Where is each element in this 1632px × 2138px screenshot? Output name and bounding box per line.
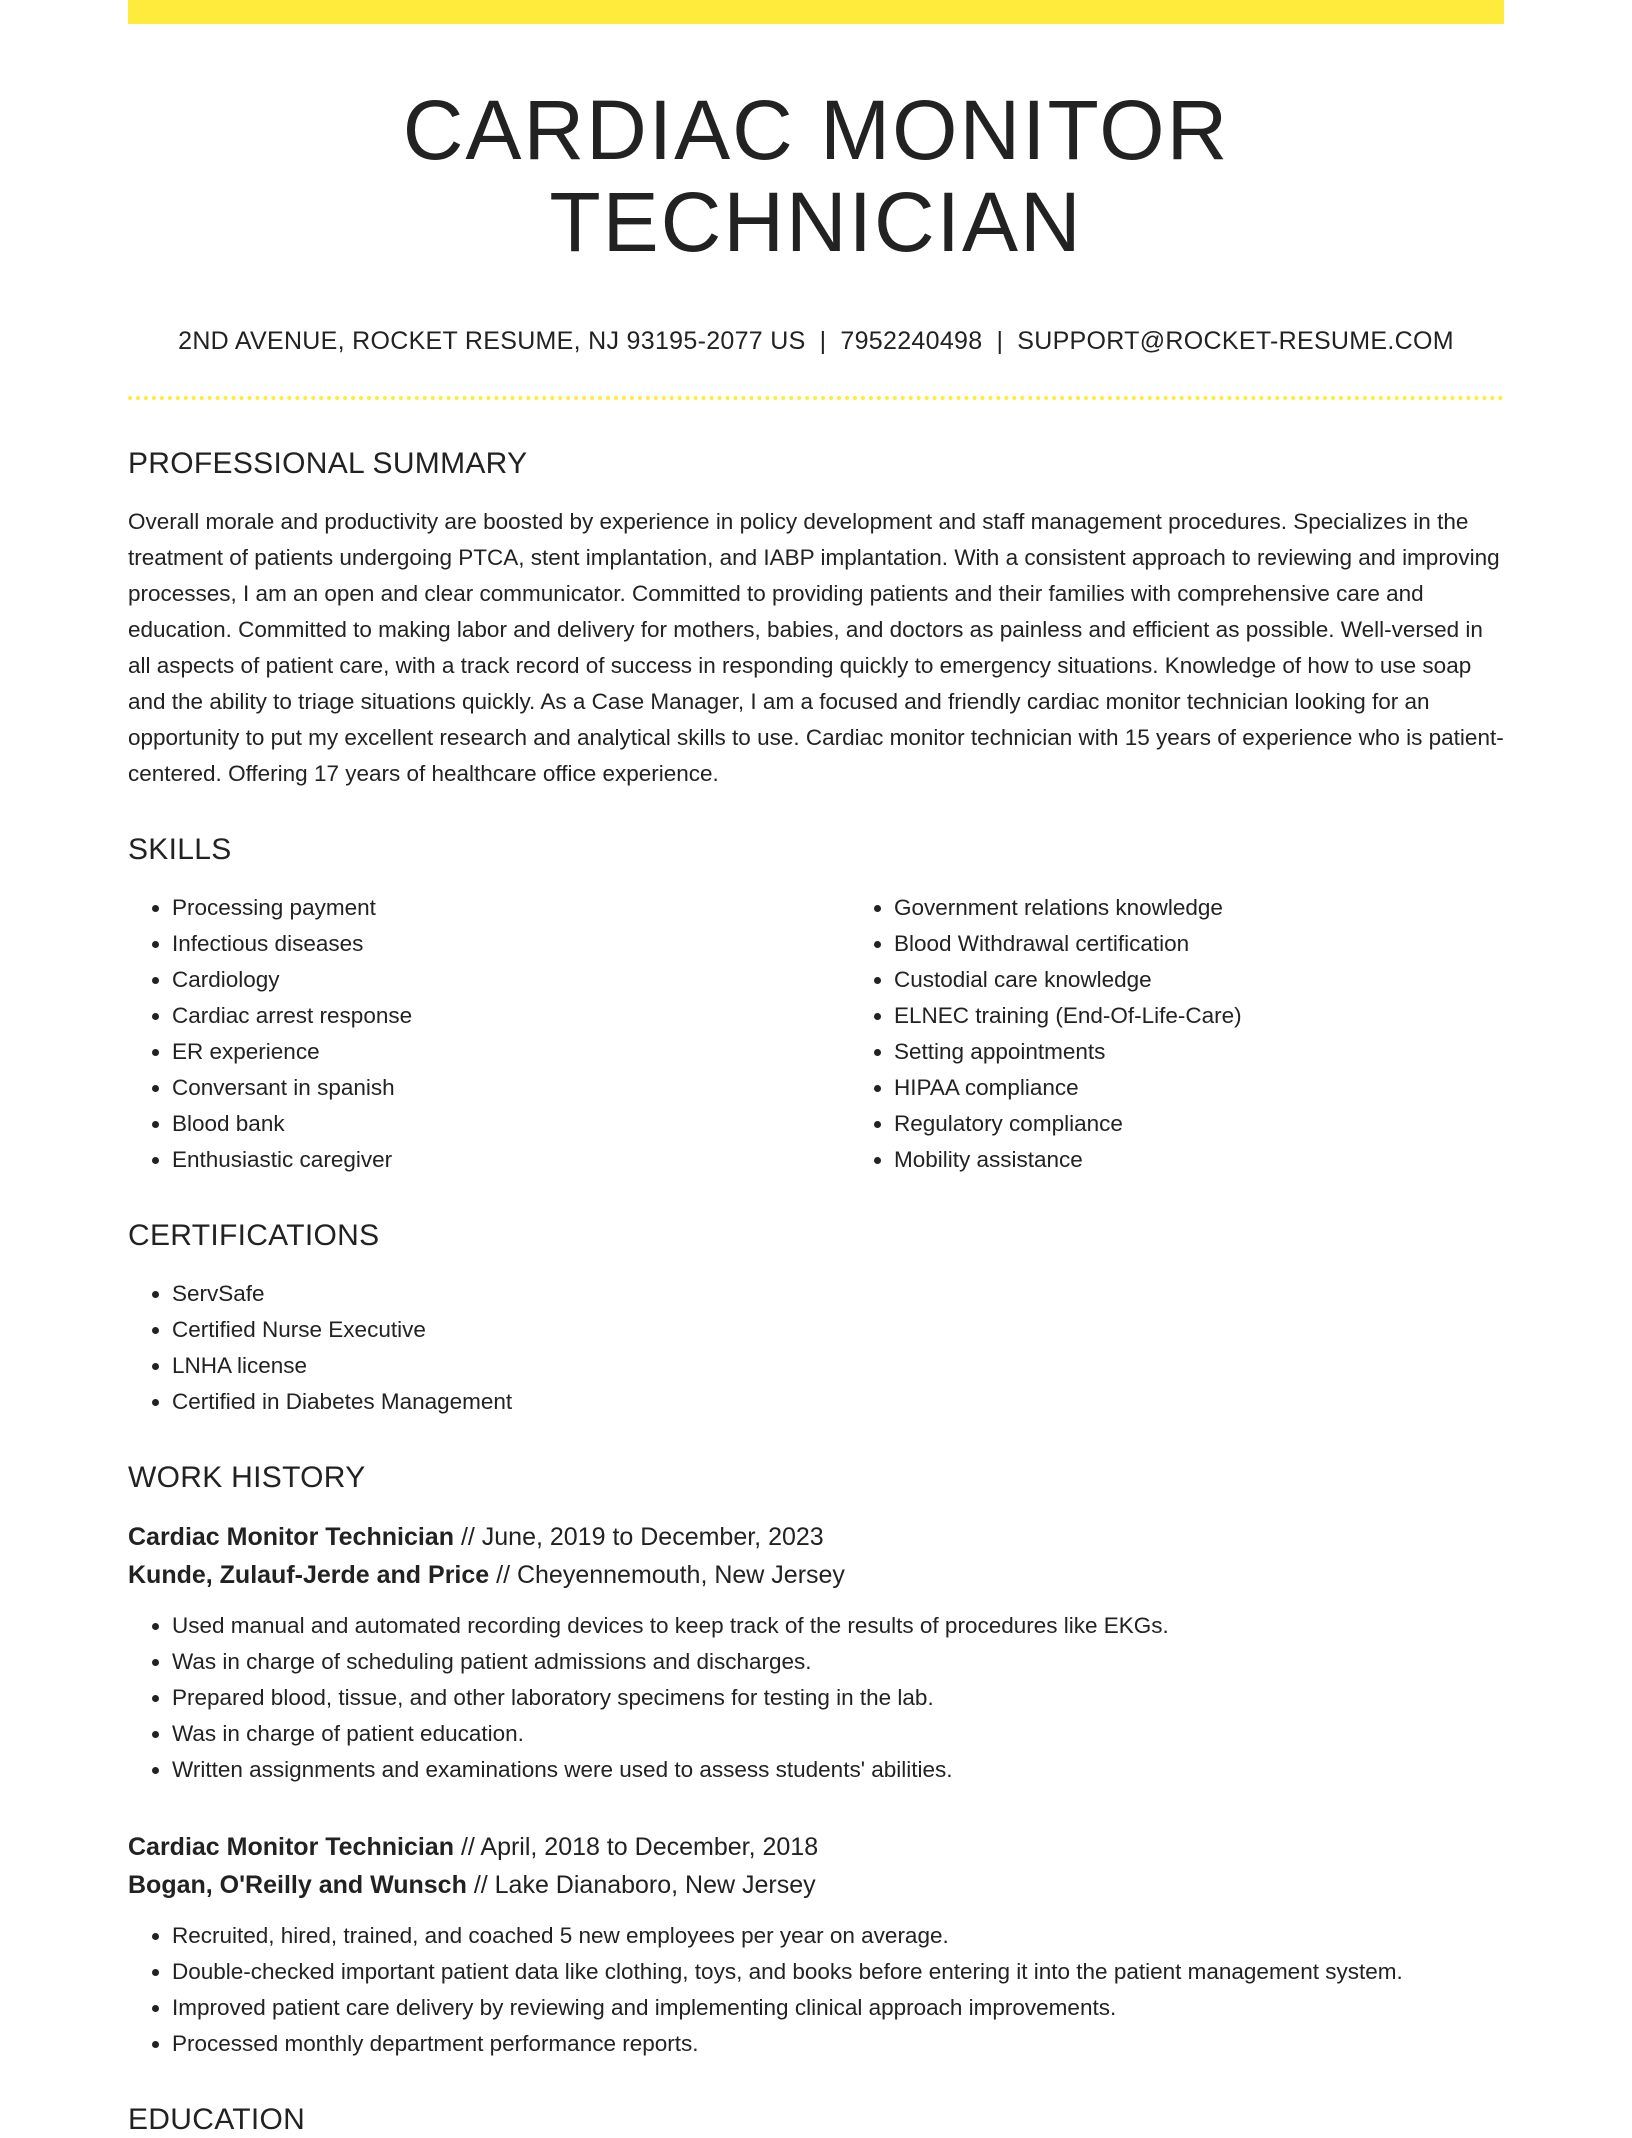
skills-list-left	[128, 890, 850, 1178]
work-history-heading: WORK HISTORY	[128, 1460, 366, 1494]
job-company-line	[128, 1556, 1504, 1594]
certification-item: • Certified in Diabetes Management	[172, 1384, 1504, 1420]
contact-line	[128, 327, 1504, 356]
skill-item: • Cardiac arrest response	[172, 998, 850, 1034]
skill-item: • Conversant in spanish	[172, 1070, 850, 1106]
skill-item: • Processing payment	[172, 890, 850, 926]
skill-item: • ER experience	[172, 1034, 850, 1070]
skill-item: • HIPAA compliance	[894, 1070, 1504, 1106]
certification-item: • Certified Nurse Executive	[172, 1312, 1504, 1348]
job-duty: • Was in charge of scheduling patient admissions and discharges.	[172, 1644, 1504, 1680]
job-role-line	[128, 1828, 1504, 1866]
job-duty: • Written assignments and examinations were used to assess students' abilities.	[172, 1752, 1504, 1788]
contact-phone: 7952240498	[840, 326, 983, 355]
job-role: Cardiac Monitor Technician	[128, 1832, 454, 1861]
skill-item: • Regulatory compliance	[894, 1106, 1504, 1142]
resume-title: CARDIAC MONITOR TECHNICIAN	[402, 83, 1230, 270]
skill-item: • Cardiology	[172, 962, 850, 998]
job-duty: • Processed monthly department performance reports.	[172, 2026, 1504, 2062]
job-entry	[128, 1518, 1504, 1788]
skill-item: • Government relations knowledge	[894, 890, 1504, 926]
job-company: Kunde, Zulauf-Jerde and Price	[128, 1560, 490, 1589]
certifications-heading: CERTIFICATIONS	[128, 1218, 380, 1252]
summary-heading: PROFESSIONAL SUMMARY	[128, 446, 528, 480]
certification-item: • ServSafe	[172, 1276, 1504, 1312]
job-duty: • Prepared blood, tissue, and other laboratory specimens for testing in the lab.	[172, 1680, 1504, 1716]
contact-address: 2ND AVENUE, ROCKET RESUME, NJ 93195-2077 US	[178, 326, 806, 355]
job-duties-list	[128, 1918, 1504, 2062]
job-dates: // June, 2019 to December, 2023	[460, 1522, 824, 1551]
dotted-divider	[128, 396, 1504, 400]
job-duty: • Improved patient care delivery by reviewing and implementing clinical approach improvements.	[172, 1990, 1504, 2026]
skill-item: • Blood Withdrawal certification	[894, 926, 1504, 962]
skill-item: • Custodial care knowledge	[894, 962, 1504, 998]
job-duty: • Double-checked important patient data like clothing, toys, and books before entering it into the patient management system.	[172, 1954, 1504, 1990]
education-heading: EDUCATION	[128, 2102, 306, 2136]
contact-email: SUPPORT@ROCKET-RESUME.COM	[1017, 326, 1454, 355]
resume-page	[128, 0, 1504, 2138]
job-duty: • Recruited, hired, trained, and coached 5 new employees per year on average.	[172, 1918, 1504, 1954]
skill-item: • Setting appointments	[894, 1034, 1504, 1070]
job-location: // Cheyennemouth, New Jersey	[496, 1560, 845, 1589]
skill-item: • Infectious diseases	[172, 926, 850, 962]
contact-separator: |	[819, 326, 827, 355]
job-role: Cardiac Monitor Technician	[128, 1522, 454, 1551]
summary-text: Overall morale and productivity are boosted by experience in policy development and staff management procedures. Specializes in the treatment of patients undergoing PTCA, stent implantation, and IABP implantation. With a consistent approach to reviewing and improving processes, I am an open and clear communicator. Committed to providing patients and their families with comprehensive care and education. Committed to making labor and delivery for mothers, babies, and doctors as painless and efficient as possible. Well-versed in all aspects of patient care, with a track record of success in responding quickly to emergency situations. Knowledge of how to use soap and the ability to triage situations quickly. As a Case Manager, I am a focused and friendly cardiac monitor technician looking for an opportunity to put my excellent research and analytical skills to use. Cardiac monitor technician with 15 years of experience who is patient-centered. Offering 17 years of healthcare office experience.	[128, 508, 1504, 786]
job-dates: // April, 2018 to December, 2018	[460, 1832, 819, 1861]
skill-item: • Enthusiastic caregiver	[172, 1142, 850, 1178]
contact-separator: |	[996, 326, 1004, 355]
job-duty: • Was in charge of patient education.	[172, 1716, 1504, 1752]
skills-grid	[128, 890, 1504, 1178]
job-company: Bogan, O'Reilly and Wunsch	[128, 1870, 467, 1899]
job-location: // Lake Dianaboro, New Jersey	[473, 1870, 816, 1899]
skills-list-right	[850, 890, 1504, 1178]
skill-item: • Blood bank	[172, 1106, 850, 1142]
certification-item: • LNHA license	[172, 1348, 1504, 1384]
top-accent-bar	[128, 0, 1504, 24]
certifications-list	[128, 1276, 1504, 1420]
job-role-line	[128, 1518, 1504, 1556]
skills-heading: SKILLS	[128, 832, 232, 866]
job-company-line	[128, 1866, 1504, 1904]
job-duty: • Used manual and automated recording devices to keep track of the results of procedures like EKGs.	[172, 1608, 1504, 1644]
skill-item: • ELNEC training (End-Of-Life-Care)	[894, 998, 1504, 1034]
job-entry	[128, 1828, 1504, 2062]
job-duties-list	[128, 1608, 1504, 1788]
skill-item: • Mobility assistance	[894, 1142, 1504, 1178]
